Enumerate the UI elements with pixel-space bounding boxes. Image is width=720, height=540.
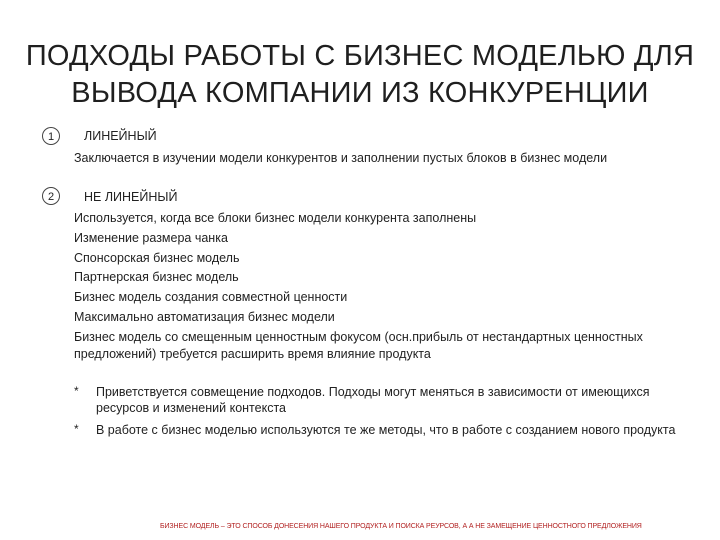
note-text: В работе с бизнес моделью используются те же методы, что в работе с созданием нового продукта	[96, 423, 676, 437]
list-item: Используется, когда все блоки бизнес модели конкурента заполнены	[74, 211, 477, 225]
list-item: Изменение размера чанка	[74, 230, 228, 245]
section-2-number-badge: 2	[42, 187, 60, 205]
list-item: Спонсорская бизнес модель	[74, 250, 240, 265]
footer-note: БИЗНЕС МОДЕЛЬ – ЭТО СПОСОБ ДОНЕСЕНИЯ НАШЕГО ПРОДУКТА И ПОИСКА РЕУРСОВ, А А НЕ ЗАМЕЩЕНИЕ ЦЕННОСТНОГО ПРЕДЛОЖЕНИЯ	[160, 523, 642, 530]
list-item: Бизнес модель создания совместной ценности	[74, 290, 348, 305]
list-item: Партнерская бизнес модель	[74, 270, 239, 285]
section-1-heading: ЛИНЕЙНЫЙ	[84, 129, 157, 143]
section-2-heading: НЕ ЛИНЕЙНЫЙ	[84, 190, 178, 204]
note-item	[74, 422, 680, 438]
note-bullet: *	[74, 384, 79, 398]
section-2-list	[74, 209, 674, 363]
note-item	[74, 384, 680, 416]
note-text: Приветствуется совмещение подходов. Подходы могут меняться в зависимости от имеющихся ресурсов и изменений контекста	[96, 385, 650, 415]
title-line-1: ПОДХОДЫ РАБОТЫ С БИЗНЕС МОДЕЛЬЮ ДЛЯ	[25, 40, 695, 72]
page-title	[20, 38, 700, 112]
list-item: Максимально автоматизация бизнес модели	[74, 309, 335, 324]
notes-list	[74, 384, 680, 444]
section-1-description: Заключается в изучении модели конкурентов и заполнении пустых блоков в бизнес модели	[74, 151, 608, 165]
note-bullet: *	[74, 422, 79, 436]
section-1-number-badge: 1	[42, 127, 60, 145]
list-item: Бизнес модель со смещенным ценностным фокусом (осн.прибыль от нестандартных ценностных предложений) требуется расширить время влияние продукта	[74, 329, 643, 361]
title-line-2: ВЫВОДА КОМПАНИИ ИЗ КОНКУРЕНЦИИ	[71, 77, 649, 109]
